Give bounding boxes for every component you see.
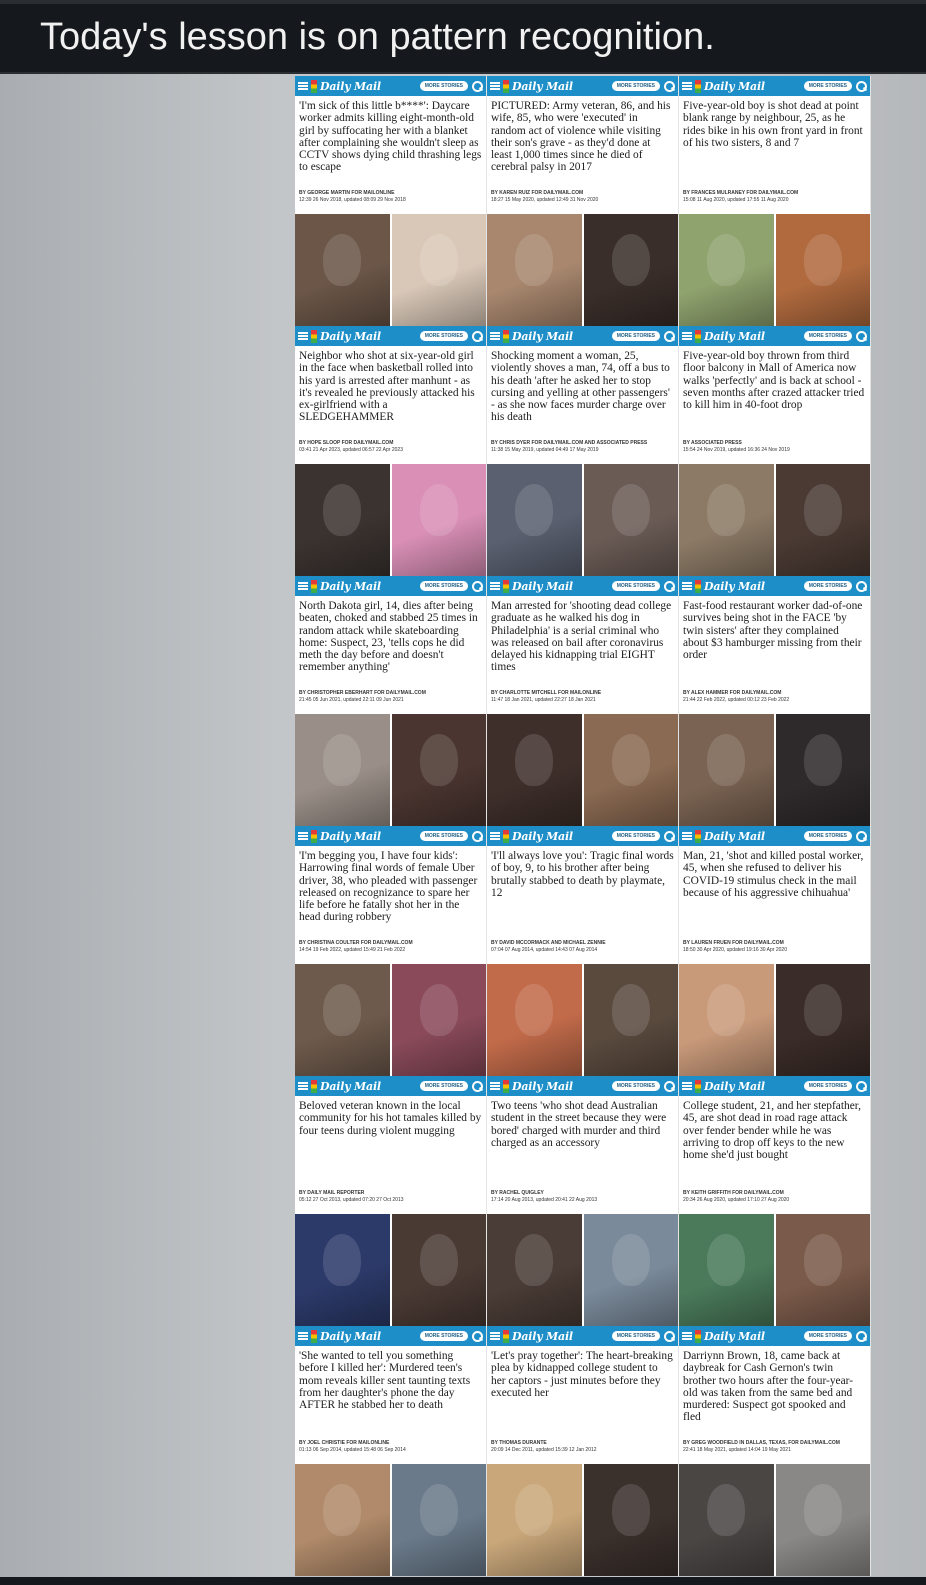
article-photos[interactable] bbox=[679, 964, 870, 1076]
logo-mark-icon bbox=[311, 1330, 317, 1343]
byline-author: BY DAVID MCCORMACK AND MICHAEL ZENNIE bbox=[491, 940, 606, 946]
article-photos[interactable] bbox=[679, 1214, 870, 1326]
daily-mail-logo[interactable]: Daily Mail bbox=[512, 1329, 573, 1343]
byline-timestamp: 21:44 22 Feb 2022, updated 00:12 23 Feb 2022 bbox=[683, 696, 790, 703]
menu-icon[interactable] bbox=[490, 831, 500, 841]
logo-mark-icon bbox=[311, 1080, 317, 1093]
article-photo[interactable] bbox=[392, 1214, 487, 1326]
logo-mark-icon bbox=[695, 580, 701, 593]
article-byline bbox=[679, 188, 870, 206]
article-card[interactable] bbox=[295, 326, 487, 576]
byline-timestamp: 18:27 15 May 2020, updated 12:49 31 Nov 2020 bbox=[491, 196, 599, 203]
card-header bbox=[679, 76, 870, 96]
article-card[interactable] bbox=[295, 1076, 487, 1326]
search-icon[interactable] bbox=[663, 330, 675, 342]
card-header bbox=[295, 576, 486, 596]
byline-author: BY KAREN RUIZ FOR DAILYMAIL.COM bbox=[491, 190, 584, 196]
article-photos[interactable] bbox=[295, 714, 486, 826]
more-stories-button[interactable]: MORE STORIES bbox=[420, 831, 468, 841]
more-stories-button[interactable]: MORE STORIES bbox=[804, 331, 852, 341]
search-icon[interactable] bbox=[471, 330, 483, 342]
menu-icon[interactable] bbox=[490, 331, 500, 341]
more-stories-button[interactable]: MORE STORIES bbox=[612, 1331, 660, 1341]
article-photo[interactable] bbox=[487, 1214, 582, 1326]
search-icon[interactable] bbox=[855, 580, 867, 592]
logo-mark-icon bbox=[695, 80, 701, 93]
article-byline bbox=[679, 438, 870, 456]
article-byline bbox=[487, 1438, 678, 1456]
article-byline bbox=[679, 1438, 870, 1456]
article-photo[interactable] bbox=[487, 214, 582, 326]
daily-mail-logo[interactable]: Daily Mail bbox=[320, 329, 381, 343]
article-headline[interactable]: Man, 21, 'shot and killed postal worker, 45, when she refused to deliver his COVID-19 stimulus check in the mail because of his aggressive chihuahua' bbox=[683, 850, 864, 899]
article-photo[interactable] bbox=[679, 464, 774, 576]
article-photos[interactable] bbox=[679, 1464, 870, 1576]
daily-mail-logo[interactable]: Daily Mail bbox=[512, 1079, 573, 1093]
article-headline[interactable]: Darriynn Brown, 18, came back at daybreak for Cash Gernon's twin brother two hours after the four-year-old was taken from the same bed and murdered: Suspect got spooked and fled bbox=[683, 1350, 854, 1424]
daily-mail-logo[interactable]: Daily Mail bbox=[320, 579, 381, 593]
article-card[interactable] bbox=[295, 826, 487, 1076]
card-header bbox=[679, 1076, 870, 1096]
logo-mark-icon bbox=[695, 1080, 701, 1093]
byline-timestamp: 17:14 20 Aug 2013, updated 20:41 22 Aug 2013 bbox=[491, 1196, 598, 1203]
logo-mark-icon bbox=[311, 830, 317, 843]
daily-mail-logo[interactable]: Daily Mail bbox=[704, 829, 765, 843]
article-card[interactable] bbox=[295, 76, 487, 326]
more-stories-button[interactable]: MORE STORIES bbox=[612, 1081, 660, 1091]
menu-icon[interactable] bbox=[490, 581, 500, 591]
card-header bbox=[295, 1326, 486, 1346]
more-stories-button[interactable]: MORE STORIES bbox=[804, 1331, 852, 1341]
article-card[interactable] bbox=[679, 826, 871, 1076]
article-photo[interactable] bbox=[487, 714, 582, 826]
more-stories-button[interactable]: MORE STORIES bbox=[804, 81, 852, 91]
byline-timestamp: 18:50 30 Apr 2020, updated 19:16 30 Apr 2020 bbox=[683, 946, 787, 953]
top-bar bbox=[0, 0, 926, 74]
byline-timestamp: 12:39 26 Nov 2018, updated 08:09 29 Nov 2018 bbox=[299, 196, 406, 203]
search-icon[interactable] bbox=[663, 1080, 675, 1092]
article-photo[interactable] bbox=[584, 464, 679, 576]
card-header bbox=[679, 826, 870, 846]
article-photo[interactable] bbox=[679, 714, 774, 826]
card-header bbox=[487, 326, 678, 346]
menu-icon[interactable] bbox=[682, 1081, 692, 1091]
article-byline bbox=[679, 688, 870, 706]
byline-author: BY JOEL CHRISTIE FOR MAILONLINE bbox=[299, 1440, 390, 1446]
article-photo[interactable] bbox=[776, 1214, 871, 1326]
byline-author: BY CHRISTINA COULTER FOR DAILYMAIL.COM bbox=[299, 940, 413, 946]
logo-mark-icon bbox=[503, 580, 509, 593]
article-headline[interactable]: Five-year-old boy is shot dead at point blank range by neighbour, 25, as he rides bike in his own front yard in front of his two sisters, 8 and 7 bbox=[683, 100, 863, 149]
card-header bbox=[295, 326, 486, 346]
search-icon[interactable] bbox=[471, 830, 483, 842]
article-card[interactable] bbox=[487, 326, 679, 576]
menu-icon[interactable] bbox=[298, 331, 308, 341]
daily-mail-logo[interactable]: Daily Mail bbox=[704, 79, 765, 93]
article-card[interactable] bbox=[679, 576, 871, 826]
daily-mail-logo[interactable]: Daily Mail bbox=[512, 79, 573, 93]
byline-author: BY CHARLOTTE MITCHELL FOR MAILONLINE bbox=[491, 690, 602, 696]
article-photo[interactable] bbox=[584, 964, 679, 1076]
card-header bbox=[679, 1326, 870, 1346]
menu-icon[interactable] bbox=[490, 81, 500, 91]
byline-author: BY ALEX HAMMER FOR DAILYMAIL.COM bbox=[683, 690, 782, 696]
logo-mark-icon bbox=[503, 830, 509, 843]
article-grid bbox=[295, 76, 871, 1576]
card-header bbox=[295, 826, 486, 846]
card-header bbox=[487, 1076, 678, 1096]
article-headline[interactable]: Beloved veteran known in the local community for his hot tamales killed by four teens during violent mugging bbox=[299, 1100, 482, 1137]
search-icon[interactable] bbox=[855, 1080, 867, 1092]
article-photos[interactable] bbox=[295, 214, 486, 326]
article-card[interactable] bbox=[295, 1326, 487, 1576]
byline-timestamp: 05:12 27 Oct 2013, updated 07:20 27 Oct 2013 bbox=[299, 1196, 404, 1203]
card-header bbox=[487, 1326, 678, 1346]
logo-mark-icon bbox=[503, 1080, 509, 1093]
article-photos[interactable] bbox=[679, 214, 870, 326]
byline-author: BY RACHEL QUIGLEY bbox=[491, 1190, 544, 1196]
menu-icon[interactable] bbox=[298, 581, 308, 591]
page-title: Today's lesson is on pattern recognition. bbox=[40, 16, 715, 58]
article-headline[interactable]: North Dakota girl, 14, dies after being beaten, choked and stabbed 25 times in random attack while skateboarding home: Suspect, 23, 'tells cops he did meth the day before and doesn't remember anything' bbox=[299, 600, 478, 674]
byline-timestamp: 07:04 07 Aug 2014, updated 14:43 07 Aug 2014 bbox=[491, 946, 598, 953]
article-photo[interactable] bbox=[392, 464, 487, 576]
article-photos[interactable] bbox=[295, 464, 486, 576]
menu-icon[interactable] bbox=[682, 81, 692, 91]
article-card[interactable] bbox=[679, 1076, 871, 1326]
article-byline bbox=[295, 1438, 486, 1456]
article-photos[interactable] bbox=[487, 1464, 678, 1576]
article-headline[interactable]: Man arrested for 'shooting dead college graduate as he walked his dog in Philadelphia' is a serial criminal who was released on bail after coronavirus delayed his kidnapping trial EIGHT times bbox=[491, 600, 672, 674]
logo-mark-icon bbox=[695, 830, 701, 843]
logo-mark-icon bbox=[503, 330, 509, 343]
article-photos[interactable] bbox=[295, 1464, 486, 1576]
menu-icon[interactable] bbox=[490, 1081, 500, 1091]
search-icon[interactable] bbox=[471, 1080, 483, 1092]
daily-mail-logo[interactable]: Daily Mail bbox=[512, 829, 573, 843]
article-photo[interactable] bbox=[295, 964, 390, 1076]
search-icon[interactable] bbox=[663, 830, 675, 842]
article-photo[interactable] bbox=[487, 1464, 582, 1576]
article-photo[interactable] bbox=[776, 1464, 871, 1576]
article-headline[interactable]: Neighbor who shot at six-year-old girl in the face when basketball rolled into his yard is arrested after manhunt - as it's revealed he previously attacked his ex-girlfriend with a SLEDGEHAMMER bbox=[299, 350, 475, 424]
article-photos[interactable] bbox=[295, 1214, 486, 1326]
more-stories-button[interactable]: MORE STORIES bbox=[420, 1081, 468, 1091]
article-photo[interactable] bbox=[295, 1214, 390, 1326]
daily-mail-logo[interactable]: Daily Mail bbox=[320, 1329, 381, 1343]
search-icon[interactable] bbox=[855, 1330, 867, 1342]
byline-author: BY CHRIS DYER FOR DAILYMAIL.COM AND ASSOCIATED PRESS bbox=[491, 440, 648, 446]
byline-author: BY THOMAS DURANTE bbox=[491, 1440, 547, 1446]
logo-mark-icon bbox=[311, 580, 317, 593]
article-card[interactable] bbox=[679, 76, 871, 326]
article-photo[interactable] bbox=[295, 464, 390, 576]
article-byline bbox=[295, 1188, 486, 1206]
byline-author: BY CHRISTOPHER EBERHART FOR DAILYMAIL.COM bbox=[299, 690, 426, 696]
article-photos[interactable] bbox=[295, 964, 486, 1076]
byline-author: BY HOPE SLOOP FOR DAILYMAIL.COM bbox=[299, 440, 394, 446]
search-icon[interactable] bbox=[663, 580, 675, 592]
article-card[interactable] bbox=[679, 1326, 871, 1576]
byline-timestamp: 14:54 19 Feb 2022, updated 15:49 21 Feb 2022 bbox=[299, 946, 406, 953]
byline-timestamp: 15:08 11 Aug 2020, updated 17:55 11 Aug 2020 bbox=[683, 196, 789, 203]
byline-author: BY ASSOCIATED PRESS bbox=[683, 440, 742, 446]
byline-author: BY GREG WOODFIELD IN DALLAS, TEXAS, FOR DAILYMAIL.COM bbox=[683, 1440, 840, 1446]
article-photo[interactable] bbox=[776, 714, 871, 826]
byline-timestamp: 15:54 24 Nov 2019, updated 16:36 24 Nov 2019 bbox=[683, 446, 790, 453]
article-photos[interactable] bbox=[487, 714, 678, 826]
more-stories-button[interactable]: MORE STORIES bbox=[804, 1081, 852, 1091]
logo-mark-icon bbox=[503, 1330, 509, 1343]
article-card[interactable] bbox=[487, 1326, 679, 1576]
article-headline[interactable]: 'She wanted to tell you something before I killed her': Murdered teen's mom reveals killer sent taunting texts from her daughter's phone the day AFTER he stabbed her to death bbox=[299, 1350, 471, 1412]
article-photo[interactable] bbox=[487, 464, 582, 576]
daily-mail-logo[interactable]: Daily Mail bbox=[512, 329, 573, 343]
article-card[interactable] bbox=[487, 576, 679, 826]
byline-author: BY LAUREN FRUEN FOR DAILYMAIL.COM bbox=[683, 940, 784, 946]
article-card[interactable] bbox=[295, 576, 487, 826]
card-header bbox=[487, 576, 678, 596]
byline-timestamp: 21:45 05 Jun 2021, updated 22:11 09 Jun 2021 bbox=[299, 696, 404, 703]
byline-author: BY DAILY MAIL REPORTER bbox=[299, 1190, 365, 1196]
article-card[interactable] bbox=[487, 826, 679, 1076]
more-stories-button[interactable]: MORE STORIES bbox=[612, 831, 660, 841]
search-icon[interactable] bbox=[855, 330, 867, 342]
more-stories-button[interactable]: MORE STORIES bbox=[612, 581, 660, 591]
byline-timestamp: 20:09 14 Dec 2011, updated 15:39 12 Jan 2012 bbox=[491, 1446, 597, 1453]
article-headline[interactable]: College student, 21, and her stepfather, 45, are shot dead in road rage attack over fender bender while he was arriving to drop off keys to the new home she'd just bought bbox=[683, 1100, 861, 1162]
logo-mark-icon bbox=[311, 80, 317, 93]
daily-mail-logo[interactable]: Daily Mail bbox=[320, 1079, 381, 1093]
byline-timestamp: 20:34 26 Aug 2020, updated 17:10 27 Aug 2020 bbox=[683, 1196, 790, 1203]
article-headline[interactable]: 'I'm sick of this little b****': Daycare worker admits killing eight-month-old girl by suffocating her with a blanket after complaining she wouldn't sleep as CCTV shows dying child thrashing legs to escape bbox=[299, 100, 482, 174]
daily-mail-logo[interactable]: Daily Mail bbox=[704, 329, 765, 343]
article-headline[interactable]: Five-year-old boy thrown from third floor balcony in Mall of America now walks 'perfectly' and is back at school - seven months after crazed attacker tried to kill him in 40-foot drop bbox=[683, 350, 865, 412]
search-icon[interactable] bbox=[471, 580, 483, 592]
article-photo[interactable] bbox=[776, 214, 871, 326]
byline-timestamp: 22:41 18 May 2021, updated 14:04 19 May 2021 bbox=[683, 1446, 791, 1453]
menu-icon[interactable] bbox=[298, 1081, 308, 1091]
article-photos[interactable] bbox=[487, 964, 678, 1076]
article-byline bbox=[295, 438, 486, 456]
logo-mark-icon bbox=[695, 1330, 701, 1343]
article-byline bbox=[487, 688, 678, 706]
more-stories-button[interactable]: MORE STORIES bbox=[420, 81, 468, 91]
article-photos[interactable] bbox=[487, 1214, 678, 1326]
article-photo[interactable] bbox=[584, 1214, 679, 1326]
search-icon[interactable] bbox=[471, 1330, 483, 1342]
more-stories-button[interactable]: MORE STORIES bbox=[804, 831, 852, 841]
card-header bbox=[295, 1076, 486, 1096]
byline-timestamp: 01:13 06 Sep 2014, updated 15:48 06 Sep 2014 bbox=[299, 1446, 406, 1453]
menu-icon[interactable] bbox=[682, 831, 692, 841]
logo-mark-icon bbox=[695, 330, 701, 343]
menu-icon[interactable] bbox=[490, 1331, 500, 1341]
article-photo[interactable] bbox=[295, 214, 390, 326]
article-headline[interactable]: Shocking moment a woman, 25, violently shoves a man, 74, off a bus to his death 'after he asked her to stop cursing and yelling at other passengers' - as she now faces murder charge over his death bbox=[491, 350, 670, 424]
article-byline bbox=[295, 938, 486, 956]
article-photo[interactable] bbox=[392, 1464, 487, 1576]
article-photo[interactable] bbox=[487, 964, 582, 1076]
menu-icon[interactable] bbox=[682, 331, 692, 341]
card-header bbox=[679, 576, 870, 596]
article-photos[interactable] bbox=[679, 464, 870, 576]
search-icon[interactable] bbox=[855, 80, 867, 92]
article-byline bbox=[679, 1188, 870, 1206]
article-headline[interactable]: Fast-food restaurant worker dad-of-one survives being shot in the FACE 'by twin sisters' after they complained about $3 hamburger missing from their order bbox=[683, 600, 863, 662]
more-stories-button[interactable]: MORE STORIES bbox=[804, 581, 852, 591]
article-headline[interactable]: Two teens 'who shot dead Australian student in the street because they were bored' charged with murder and third charged as an accessory bbox=[491, 1100, 667, 1149]
menu-icon[interactable] bbox=[298, 81, 308, 91]
article-photos[interactable] bbox=[487, 464, 678, 576]
article-card[interactable] bbox=[487, 76, 679, 326]
daily-mail-logo[interactable]: Daily Mail bbox=[320, 829, 381, 843]
article-photo[interactable] bbox=[679, 214, 774, 326]
article-byline bbox=[295, 688, 486, 706]
logo-mark-icon bbox=[311, 330, 317, 343]
more-stories-button[interactable]: MORE STORIES bbox=[612, 81, 660, 91]
article-photo[interactable] bbox=[679, 1464, 774, 1576]
byline-author: BY GEORGE MARTIN FOR MAILONLINE bbox=[299, 190, 395, 196]
article-photos[interactable] bbox=[679, 714, 870, 826]
article-byline bbox=[487, 1188, 678, 1206]
search-icon[interactable] bbox=[663, 1330, 675, 1342]
daily-mail-logo[interactable]: Daily Mail bbox=[704, 1079, 765, 1093]
card-header bbox=[487, 76, 678, 96]
article-headline[interactable]: 'Let's pray together': The heart-breaking plea by kidnapped college student to her captors - just minutes before they executed her bbox=[491, 1350, 673, 1399]
card-header bbox=[295, 76, 486, 96]
article-photo[interactable] bbox=[295, 714, 390, 826]
byline-timestamp: 11:47 18 Jan 2021, updated 22:27 18 Jan 2021 bbox=[491, 696, 596, 703]
card-header bbox=[679, 326, 870, 346]
logo-mark-icon bbox=[503, 80, 509, 93]
menu-icon[interactable] bbox=[682, 581, 692, 591]
more-stories-button[interactable]: MORE STORIES bbox=[612, 331, 660, 341]
search-icon[interactable] bbox=[663, 80, 675, 92]
article-photo[interactable] bbox=[392, 214, 487, 326]
article-byline bbox=[487, 188, 678, 206]
more-stories-button[interactable]: MORE STORIES bbox=[420, 1331, 468, 1341]
article-photo[interactable] bbox=[584, 714, 679, 826]
article-byline bbox=[295, 188, 486, 206]
article-photo[interactable] bbox=[295, 1464, 390, 1576]
card-header bbox=[487, 826, 678, 846]
more-stories-button[interactable]: MORE STORIES bbox=[420, 331, 468, 341]
article-headline[interactable]: 'I'll always love you': Tragic final words of boy, 9, to his brother after being brutally stabbed to death by playmate, 12 bbox=[491, 850, 674, 899]
article-photo[interactable] bbox=[584, 1464, 679, 1576]
byline-author: BY KEITH GRIFFITH FOR DAILYMAIL.COM bbox=[683, 1190, 784, 1196]
article-photo[interactable] bbox=[776, 964, 871, 1076]
menu-icon[interactable] bbox=[298, 1331, 308, 1341]
more-stories-button[interactable]: MORE STORIES bbox=[420, 581, 468, 591]
search-icon[interactable] bbox=[471, 80, 483, 92]
article-photos[interactable] bbox=[487, 214, 678, 326]
article-photo[interactable] bbox=[392, 714, 487, 826]
menu-icon[interactable] bbox=[298, 831, 308, 841]
article-photo[interactable] bbox=[392, 964, 487, 1076]
menu-icon[interactable] bbox=[682, 1331, 692, 1341]
article-card[interactable] bbox=[487, 1076, 679, 1326]
article-card[interactable] bbox=[679, 326, 871, 576]
daily-mail-logo[interactable]: Daily Mail bbox=[320, 79, 381, 93]
article-byline bbox=[679, 938, 870, 956]
daily-mail-logo[interactable]: Daily Mail bbox=[704, 579, 765, 593]
article-byline bbox=[487, 438, 678, 456]
article-photo[interactable] bbox=[679, 1214, 774, 1326]
article-photo[interactable] bbox=[776, 464, 871, 576]
bottom-bar bbox=[0, 1577, 926, 1585]
byline-timestamp: 11:38 15 May 2019, updated 04:49 17 May 2019 bbox=[491, 446, 599, 453]
daily-mail-logo[interactable]: Daily Mail bbox=[704, 1329, 765, 1343]
byline-timestamp: 03:41 21 Apr 2023, updated 06:57 22 Apr 2023 bbox=[299, 446, 403, 453]
article-photo[interactable] bbox=[584, 214, 679, 326]
article-photo[interactable] bbox=[679, 964, 774, 1076]
search-icon[interactable] bbox=[855, 830, 867, 842]
byline-author: BY FRANCES MULRANEY FOR DAILYMAIL.COM bbox=[683, 190, 799, 196]
article-headline[interactable]: 'I'm begging you, I have four kids': Harrowing final words of female Uber driver, 38, who pleaded with passenger released on recognizance to spare her life before he fatally shot her in the head during robbery bbox=[299, 850, 478, 924]
article-byline bbox=[487, 938, 678, 956]
daily-mail-logo[interactable]: Daily Mail bbox=[512, 579, 573, 593]
article-headline[interactable]: PICTURED: Army veteran, 86, and his wife, 85, who were 'executed' in random act of violence while visiting their son's grave - as they'd done at least 1,000 times since he died of cerebral palsy in 2017 bbox=[491, 100, 671, 174]
